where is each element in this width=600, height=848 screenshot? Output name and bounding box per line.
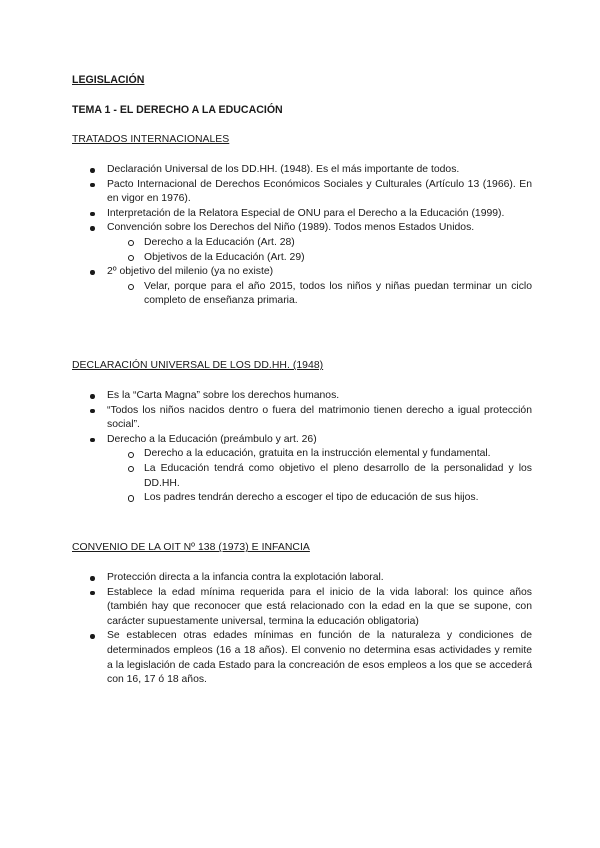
- section-heading-declaracion: DECLARACIÓN UNIVERSAL DE LOS DD.HH. (1948): [72, 360, 324, 371]
- sub-list-item: Velar, porque para el año 2015, todos los niños y niñas puedan terminar un ciclo completo de enseñanza primaria.: [72, 280, 532, 309]
- document-title: LEGISLACIÓN: [72, 74, 145, 86]
- convenio-list: [72, 571, 532, 688]
- list-item: Se establecen otras edades mínimas en función de la naturaleza y condiciones de determinados empleos (16 a 18 años). El convenio no determina esas actividades y remite a la legislación de cada Estado para la concreación de esos empleos a los que se accederá con 16, 17 ó 18 años.: [72, 629, 532, 687]
- list-item: Es la “Carta Magna” sobre los derechos humanos.: [72, 389, 532, 404]
- list-item: Pacto Internacional de Derechos Económicos Sociales y Culturales (Artículo 13 (1966). En en vigor en 1976).: [72, 178, 532, 207]
- section-heading-tratados: TRATADOS INTERNACIONALES: [72, 134, 230, 145]
- list-item: Derecho a la Educación (preámbulo y art. 26): [72, 433, 532, 448]
- list-item: Establece la edad mínima requerida para el inicio de la vida laboral: los quince años (también hay que reconocer que está relacionado con la edad en la que se supone, con carácter supuestamente universal, termina la educación obligatoria): [72, 586, 532, 630]
- list-item: Interpretación de la Relatora Especial de ONU para el Derecho a la Educación (1999).: [72, 207, 532, 222]
- list-item: 2º objetivo del milenio (ya no existe): [72, 265, 532, 280]
- tratados-list: [72, 163, 532, 309]
- topic-heading: TEMA 1 - EL DERECHO A LA EDUCACIÓN: [72, 104, 283, 116]
- sub-list-item: La Educación tendrá como objetivo el pleno desarrollo de la personalidad y los DD.HH.: [72, 462, 532, 491]
- list-item: Declaración Universal de los DD.HH. (1948). Es el más importante de todos.: [72, 163, 532, 178]
- sub-list-item: Derecho a la educación, gratuita en la instrucción elemental y fundamental.: [72, 447, 532, 462]
- declaracion-list: [72, 389, 532, 506]
- list-item: Convención sobre los Derechos del Niño (1989). Todos menos Estados Unidos.: [72, 221, 532, 236]
- list-item: Protección directa a la infancia contra la explotación laboral.: [72, 571, 532, 586]
- sub-list-item: Objetivos de la Educación (Art. 29): [72, 251, 532, 266]
- section-heading-convenio: CONVENIO DE LA OIT Nº 138 (1973) E INFANCIA: [72, 542, 310, 553]
- list-item: “Todos los niños nacidos dentro o fuera del matrimonio tienen derecho a igual protección social”.: [72, 404, 532, 433]
- sub-list-item: Derecho a la Educación (Art. 28): [72, 236, 532, 251]
- sub-list-item: Los padres tendrán derecho a escoger el tipo de educación de sus hijos.: [72, 491, 532, 506]
